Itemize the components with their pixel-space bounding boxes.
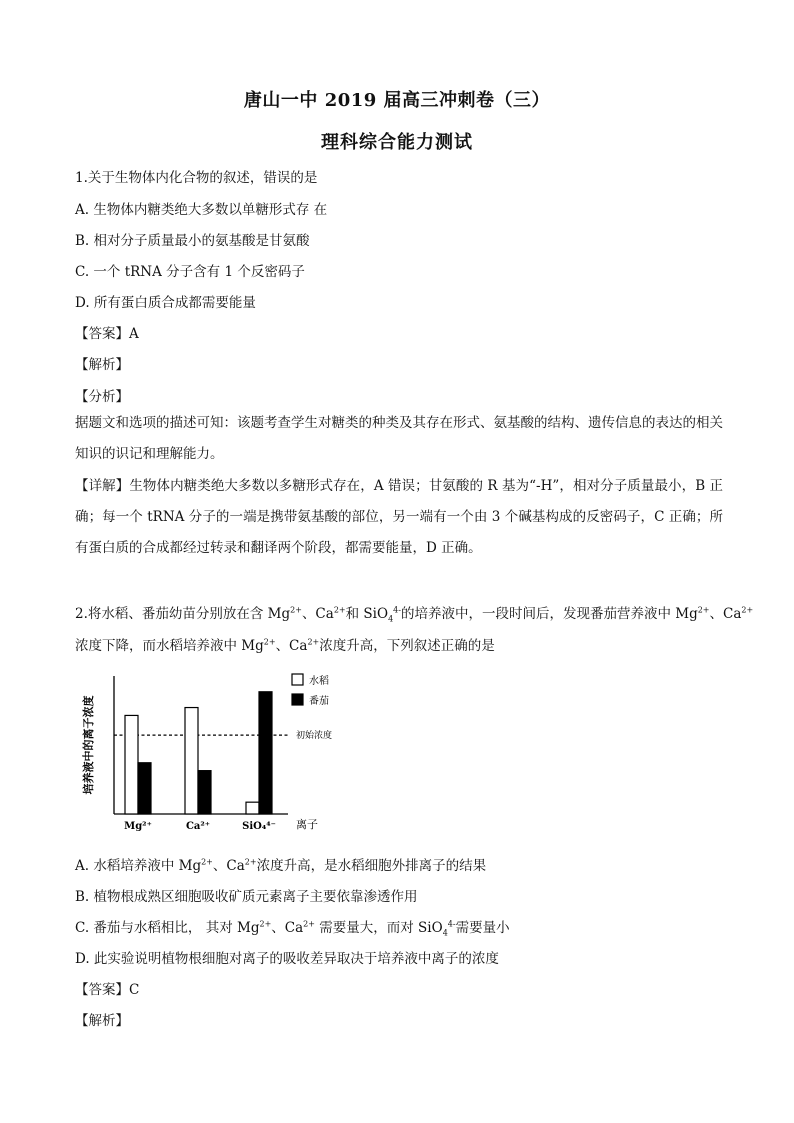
legend-swatch xyxy=(292,674,303,685)
bar-rice-0 xyxy=(125,715,138,814)
bars-group xyxy=(125,692,272,814)
chart-legend xyxy=(292,674,329,707)
ion-concentration-chart xyxy=(78,664,348,844)
q1-option-d: D. 所有蛋白质合成都需要能量 xyxy=(75,295,256,311)
x-tick-labels xyxy=(124,821,276,832)
y-axis-label: 培养液中的离子浓度 xyxy=(82,695,95,795)
q2-stem-line-1: 2.将水稻、番茄幼苗分别放在含 $Mg^{2+}$、$Ca^{2+}$和 SiO$_4^{4-}$的培养液中，一段时间后，发现番茄营养液中 $Mg^{2+}$、$Ca^{2+}$ xyxy=(75,605,754,624)
bar-rice-1 xyxy=(185,708,198,814)
q1-fenxi-label: 【分析】 xyxy=(75,389,129,405)
x-axis-label: 离子 xyxy=(296,818,318,831)
q2-option-b: B. 植物根成熟区细胞吸收矿质元素离子主要依靠渗透作用 xyxy=(75,889,418,905)
q1-answer: 【答案】A xyxy=(75,326,139,342)
bar-tomato-2 xyxy=(259,692,272,814)
q2-stem-line-2: 浓度下降，而水稻培养液中 $Mg^{2+}$、$Ca^{2+}$浓度升高，下列叙述正确的是 xyxy=(75,637,495,654)
q1-detail: 【详解】生物体内糖类绝大多数以多糖形式存在，A 错误；甘氨酸的 R 基为“-H”，相对分子质量最小，B 正确；每一个 tRNA 分子的一端是携带氨基酸的部位，另一端有一个由 3 个碱基构成的反密码子，C 正确；所有蛋白质的合成都经过转录和翻译两个阶段，都需要能量，D 正确。 xyxy=(75,478,723,556)
legend-label: 番茄 xyxy=(309,696,329,707)
q1-option-a: A. 生物体内糖类绝大多数以单糖形式存 在 xyxy=(75,202,328,218)
x-tick-label: SiO₄⁴⁻ xyxy=(242,821,276,832)
q2-analysis-label: 【解析】 xyxy=(75,1013,129,1029)
legend-swatch xyxy=(292,694,303,705)
page-subtitle: 理科综合能力测试 xyxy=(321,132,473,153)
q2-option-a: A. 水稻培养液中 $Mg^{2+}$、$Ca^{2+}$浓度升高，是水稻细胞外排离子的结果 xyxy=(75,857,487,874)
q1-stem: 1.关于生物体内化合物的叙述，错误的是 xyxy=(75,170,318,186)
q1-option-b: B. 相对分子质量最小的氨基酸是甘氨酸 xyxy=(75,233,310,249)
q2-answer: 【答案】C xyxy=(75,982,140,998)
page-title: 唐山一中 2019 届高三冲刺卷（三） xyxy=(243,90,551,111)
bar-tomato-0 xyxy=(138,763,151,814)
bar-tomato-1 xyxy=(198,771,211,814)
initial-concentration-label: 初始浓度 xyxy=(296,731,333,742)
bar-rice-2 xyxy=(246,802,259,814)
q2-option-d: D. 此实验说明植物根细胞对离子的吸收差异取决于培养液中离子的浓度 xyxy=(75,951,499,967)
x-tick-label: Mg²⁺ xyxy=(124,821,152,832)
q2-option-c: C. 番茄与水稻相比， 其对 $Mg^{2+}$、$Ca^{2+}$ 需要量大，而对 SiO$_4^{4-}$需要量小 xyxy=(75,919,510,938)
x-tick-label: Ca²⁺ xyxy=(185,821,211,832)
q1-option-c: C. 一个 tRNA 分子含有 1 个反密码子 xyxy=(75,264,305,280)
q1-fenxi-text: 据题文和选项的描述可知：该题考查学生对糖类的种类及其存在形式、氨基酸的结构、遗传信息的表达的相关知识的识记和理解能力。 xyxy=(75,415,723,462)
q1-analysis-label: 【解析】 xyxy=(75,357,129,373)
legend-label: 水稻 xyxy=(309,676,329,687)
